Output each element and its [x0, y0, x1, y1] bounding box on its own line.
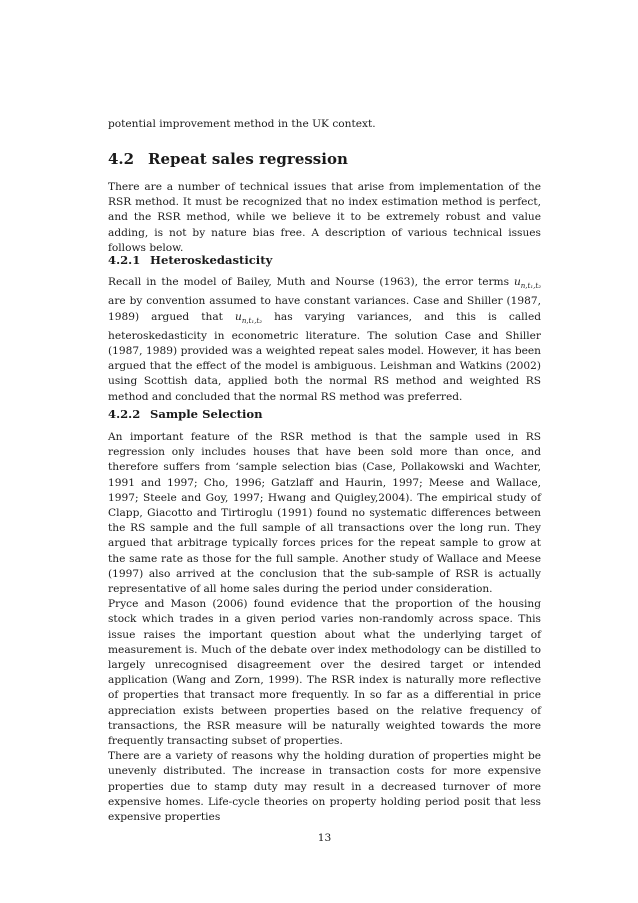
math-symbol: u	[234, 310, 242, 323]
sample-selection-paragraph: There are a variety of reasons why the holding duration of properties might be unevenly distributed. The increase in transaction costs for more expensive properties due to stamp duty may result in a decreased turnover of more expensive homes. Life-cycle theories on property holding period posit that less expensive properties	[108, 750, 541, 824]
subsection-number: 4.2.2	[108, 407, 141, 421]
section-paragraph-text: There are a number of technical issues that arise from implementation of the RSR method. It must be recognized that no index estimation method is perfect, and the RSR method, while we believe it to be extremely robust and value adding, is not by nature bias free. A description of various technical issues follows below.	[108, 181, 541, 254]
text-segment: Recall in the model of Bailey, Muth and Nourse (1963), the error terms	[108, 276, 514, 288]
math-symbol: u	[513, 276, 521, 288]
subsection-title: Sample Selection	[150, 407, 263, 421]
heteroskedasticity-paragraph	[108, 275, 541, 405]
text-segment: has varying variances, and this is called heteroskedasticity in econometric literature. The solution Case and Shiller (1987, 1989) provided was a weighted repeat sales model. However, it has been argued that the effect of the model is ambiguous. Leishman and Watkins (2002) using Scottish data, applied both the normal RS method and weighted RS method and concluded that the normal RS method was preferred.	[108, 310, 541, 403]
error-term-math	[513, 276, 541, 291]
math-subscript: n,t₁,t₂	[241, 316, 263, 325]
section-paragraph	[108, 180, 541, 256]
subsection-heading-heteroskedasticity	[108, 253, 272, 267]
sample-selection-body	[108, 430, 541, 825]
sample-selection-paragraph: An important feature of the RSR method is that the sample used in RS regression only includes houses that have been sold more than once, and therefore suffers from ‘sample selection bias (Case, Pollakowski and Wachter, 1991 and 1997; Cho, 1996; Gatzlaff and Haurin, 1997; Meese and Wallace, 1997; Steele and Goy, 1997; Hwang and Quigley,2004). The empirical study of Clapp, Giacotto and Tirtiroglu (1991) found no systematic differences between the RS sample and the full sample of all transactions over the long run. They argued that arbitrage typically forces prices for the repeat sample to grow at the same rate as those for the full sample. Another study of Wallace and Meese (1997) also arrived at the conclusion that the sub-sample of RSR is actually representative of all home sales during the period under consideration.	[108, 431, 541, 596]
page-number: 13	[317, 832, 332, 844]
error-term-math	[235, 311, 262, 323]
text-segment: are by convention assumed to have constant variances. Case and Shiller (1987, 1989) argued that	[108, 295, 541, 323]
section-title: Repeat sales regression	[148, 150, 348, 168]
subsection-heading-sample-selection	[108, 407, 263, 421]
math-subscript: n,t₁,t₂	[520, 282, 541, 291]
intro-line: potential improvement method in the UK context.	[108, 118, 376, 130]
section-number: 4.2	[108, 150, 135, 168]
section-heading	[108, 150, 348, 168]
heteroskedasticity-text	[108, 275, 541, 405]
sample-selection-paragraph: Pryce and Mason (2006) found evidence that the proportion of the housing stock which trades in a given period varies non-randomly across space. This issue raises the important question about what the underlying target of measurement is. Much of the debate over index methodology can be distilled to largely unrecognised disagreement over the desired target or intended application (Wang and Zorn, 1999). The RSR index is naturally more reflective of properties that transact more frequently. In so far as a differential in price appreciation exists between properties based on the relative frequency of transactions, the RSR measure will be naturally weighted towards the more frequently transacting subset of properties.	[108, 598, 541, 748]
subsection-number: 4.2.1	[108, 253, 141, 267]
subsection-title: Heteroskedasticity	[150, 253, 273, 267]
